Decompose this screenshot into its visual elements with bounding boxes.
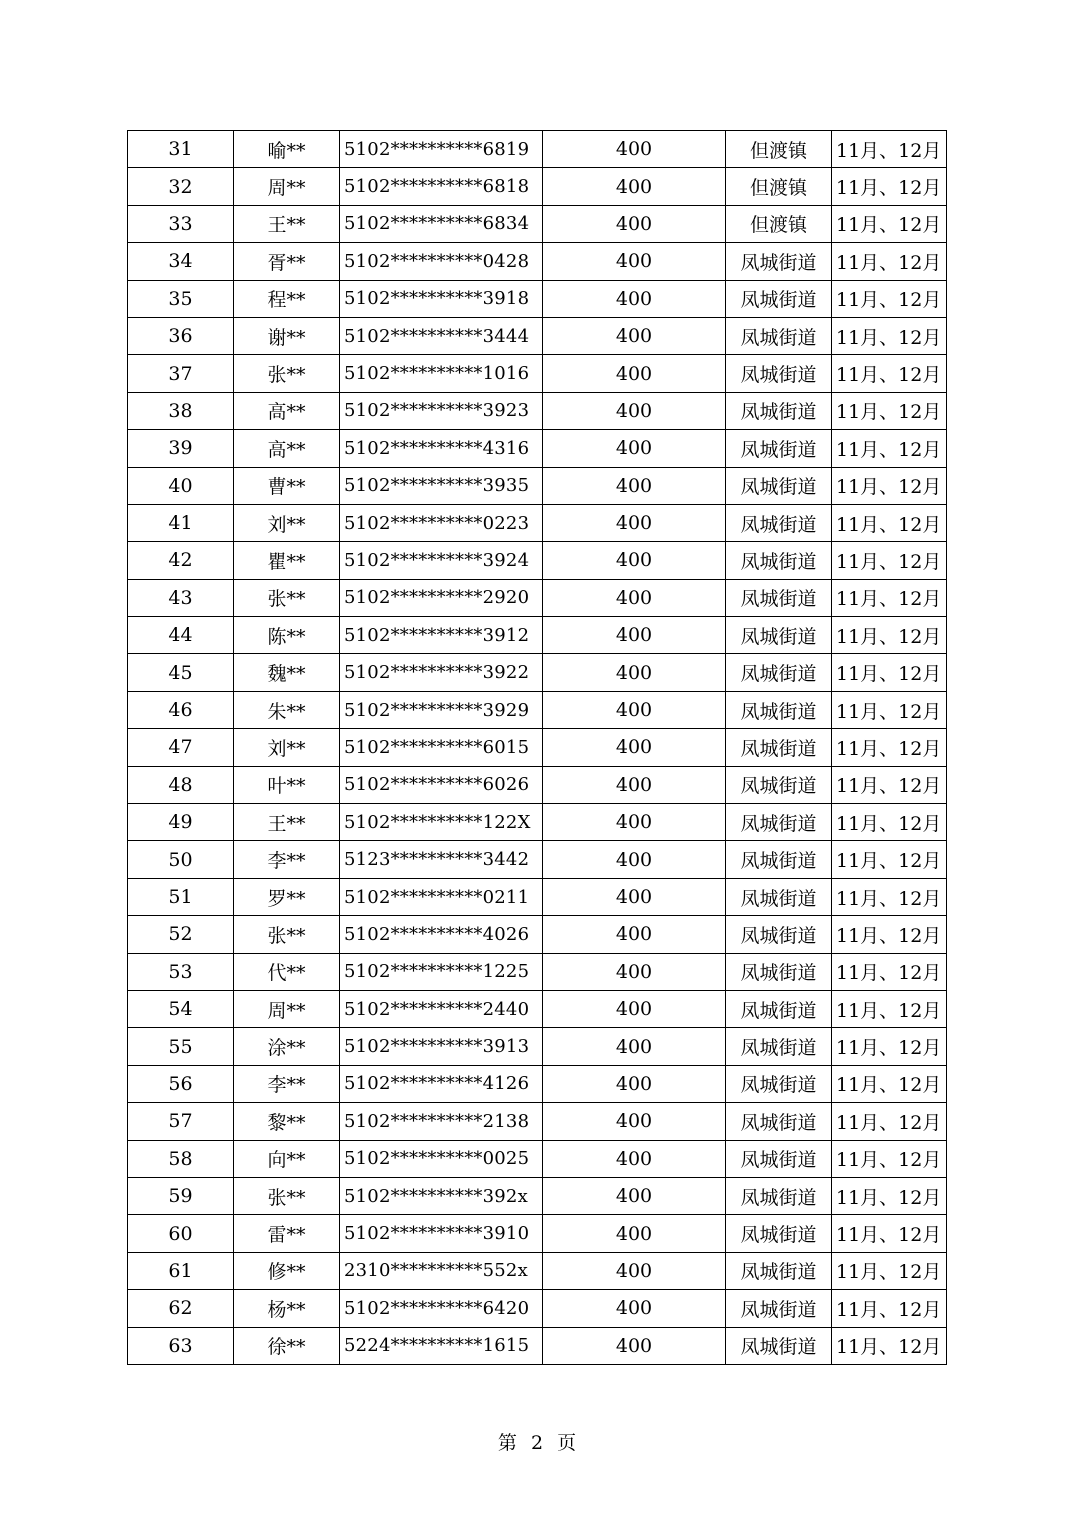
row-number-cell: 47: [128, 729, 234, 766]
id-number-cell: 5102**********1016: [340, 355, 543, 392]
id-number-cell: 5102**********6420: [340, 1290, 543, 1327]
id-number-cell: 5102**********0223: [340, 504, 543, 541]
name-cell: 向**: [234, 1140, 340, 1177]
id-number-cell: 5102**********6834: [340, 205, 543, 242]
row-number-cell: 62: [128, 1290, 234, 1327]
months-cell: 11月、12月: [832, 1290, 947, 1327]
row-number-cell: 59: [128, 1177, 234, 1214]
row-number-cell: 33: [128, 205, 234, 242]
id-number-cell: 5102**********3922: [340, 654, 543, 691]
row-number-cell: 34: [128, 243, 234, 280]
table-row: [128, 953, 947, 990]
amount-cell: 400: [543, 654, 726, 691]
months-cell: 11月、12月: [832, 1065, 947, 1102]
amount-cell: 400: [543, 355, 726, 392]
name-cell: 张**: [234, 916, 340, 953]
name-cell: 刘**: [234, 729, 340, 766]
amount-cell: 400: [543, 317, 726, 354]
row-number-cell: 32: [128, 168, 234, 205]
table-row: [128, 168, 947, 205]
town-cell: 凤城街道: [726, 1140, 832, 1177]
amount-cell: 400: [543, 691, 726, 728]
amount-cell: 400: [543, 579, 726, 616]
town-cell: 凤城街道: [726, 1290, 832, 1327]
table-row: [128, 691, 947, 728]
table-row: [128, 1177, 947, 1214]
months-cell: 11月、12月: [832, 916, 947, 953]
amount-cell: 400: [543, 392, 726, 429]
town-cell: 凤城街道: [726, 430, 832, 467]
row-number-cell: 41: [128, 504, 234, 541]
id-number-cell: 2310**********552x: [340, 1252, 543, 1289]
table-row: [128, 1065, 947, 1102]
id-number-cell: 5102**********3918: [340, 280, 543, 317]
id-number-cell: 5102**********122X: [340, 804, 543, 841]
row-number-cell: 60: [128, 1215, 234, 1252]
row-number-cell: 56: [128, 1065, 234, 1102]
table-row: [128, 280, 947, 317]
months-cell: 11月、12月: [832, 841, 947, 878]
amount-cell: 400: [543, 1252, 726, 1289]
town-cell: 凤城街道: [726, 804, 832, 841]
name-cell: 李**: [234, 1065, 340, 1102]
id-number-cell: 5102**********1225: [340, 953, 543, 990]
id-number-cell: 5102**********3912: [340, 617, 543, 654]
amount-cell: 400: [543, 504, 726, 541]
amount-cell: 400: [543, 1028, 726, 1065]
id-number-cell: 5102**********0211: [340, 878, 543, 915]
town-cell: 凤城街道: [726, 1252, 832, 1289]
months-cell: 11月、12月: [832, 766, 947, 803]
row-number-cell: 55: [128, 1028, 234, 1065]
months-cell: 11月、12月: [832, 467, 947, 504]
name-cell: 雷**: [234, 1215, 340, 1252]
name-cell: 胥**: [234, 243, 340, 280]
name-cell: 周**: [234, 990, 340, 1027]
id-number-cell: 5102**********0428: [340, 243, 543, 280]
name-cell: 涂**: [234, 1028, 340, 1065]
id-number-cell: 5102**********2138: [340, 1103, 543, 1140]
row-number-cell: 58: [128, 1140, 234, 1177]
table-row: [128, 392, 947, 429]
id-number-cell: 5102**********3935: [340, 467, 543, 504]
amount-cell: 400: [543, 729, 726, 766]
amount-cell: 400: [543, 131, 726, 168]
page-prefix: 第: [497, 1432, 517, 1454]
months-cell: 11月、12月: [832, 1215, 947, 1252]
table-row: [128, 1103, 947, 1140]
name-cell: 杨**: [234, 1290, 340, 1327]
months-cell: 11月、12月: [832, 131, 947, 168]
name-cell: 徐**: [234, 1327, 340, 1364]
row-number-cell: 52: [128, 916, 234, 953]
id-number-cell: 5102**********4026: [340, 916, 543, 953]
amount-cell: 400: [543, 804, 726, 841]
months-cell: 11月、12月: [832, 878, 947, 915]
amount-cell: 400: [543, 1290, 726, 1327]
name-cell: 魏**: [234, 654, 340, 691]
months-cell: 11月、12月: [832, 392, 947, 429]
subsidy-table: [127, 130, 947, 1365]
row-number-cell: 53: [128, 953, 234, 990]
name-cell: 程**: [234, 280, 340, 317]
id-number-cell: 5102**********4316: [340, 430, 543, 467]
name-cell: 王**: [234, 205, 340, 242]
table-row: [128, 654, 947, 691]
id-number-cell: 5102**********3929: [340, 691, 543, 728]
months-cell: 11月、12月: [832, 1140, 947, 1177]
town-cell: 凤城街道: [726, 1028, 832, 1065]
row-number-cell: 37: [128, 355, 234, 392]
town-cell: 凤城街道: [726, 990, 832, 1027]
amount-cell: 400: [543, 878, 726, 915]
table-row: [128, 131, 947, 168]
months-cell: 11月、12月: [832, 430, 947, 467]
id-number-cell: 5102**********4126: [340, 1065, 543, 1102]
id-number-cell: 5102**********2440: [340, 990, 543, 1027]
town-cell: 凤城街道: [726, 953, 832, 990]
months-cell: 11月、12月: [832, 243, 947, 280]
row-number-cell: 49: [128, 804, 234, 841]
row-number-cell: 45: [128, 654, 234, 691]
table-row: [128, 804, 947, 841]
table-body: [128, 131, 947, 1365]
id-number-cell: 5102**********6819: [340, 131, 543, 168]
name-cell: 张**: [234, 355, 340, 392]
table-row: [128, 542, 947, 579]
table-row: [128, 1252, 947, 1289]
table-row: [128, 729, 947, 766]
town-cell: 凤城街道: [726, 766, 832, 803]
town-cell: 凤城街道: [726, 878, 832, 915]
town-cell: 凤城街道: [726, 504, 832, 541]
town-cell: 凤城街道: [726, 243, 832, 280]
town-cell: 但渡镇: [726, 131, 832, 168]
id-number-cell: 5102**********3924: [340, 542, 543, 579]
table-row: [128, 1140, 947, 1177]
amount-cell: 400: [543, 280, 726, 317]
town-cell: 凤城街道: [726, 617, 832, 654]
town-cell: 凤城街道: [726, 317, 832, 354]
town-cell: 凤城街道: [726, 1215, 832, 1252]
months-cell: 11月、12月: [832, 729, 947, 766]
months-cell: 11月、12月: [832, 953, 947, 990]
row-number-cell: 57: [128, 1103, 234, 1140]
row-number-cell: 36: [128, 317, 234, 354]
months-cell: 11月、12月: [832, 205, 947, 242]
table-row: [128, 916, 947, 953]
months-cell: 11月、12月: [832, 1327, 947, 1364]
row-number-cell: 44: [128, 617, 234, 654]
amount-cell: 400: [543, 841, 726, 878]
id-number-cell: 5123**********3442: [340, 841, 543, 878]
months-cell: 11月、12月: [832, 542, 947, 579]
name-cell: 曹**: [234, 467, 340, 504]
months-cell: 11月、12月: [832, 504, 947, 541]
months-cell: 11月、12月: [832, 579, 947, 616]
table-row: [128, 990, 947, 1027]
amount-cell: 400: [543, 430, 726, 467]
name-cell: 代**: [234, 953, 340, 990]
amount-cell: 400: [543, 617, 726, 654]
id-number-cell: 5102**********6818: [340, 168, 543, 205]
id-number-cell: 5102**********392x: [340, 1177, 543, 1214]
row-number-cell: 31: [128, 131, 234, 168]
name-cell: 修**: [234, 1252, 340, 1289]
name-cell: 张**: [234, 1177, 340, 1214]
months-cell: 11月、12月: [832, 804, 947, 841]
amount-cell: 400: [543, 467, 726, 504]
months-cell: 11月、12月: [832, 617, 947, 654]
table-row: [128, 317, 947, 354]
town-cell: 凤城街道: [726, 916, 832, 953]
name-cell: 陈**: [234, 617, 340, 654]
months-cell: 11月、12月: [832, 1177, 947, 1214]
town-cell: 凤城街道: [726, 1177, 832, 1214]
table-row: [128, 467, 947, 504]
row-number-cell: 63: [128, 1327, 234, 1364]
amount-cell: 400: [543, 766, 726, 803]
name-cell: 刘**: [234, 504, 340, 541]
table-row: [128, 579, 947, 616]
row-number-cell: 48: [128, 766, 234, 803]
table-row: [128, 430, 947, 467]
name-cell: 喻**: [234, 131, 340, 168]
table-row: [128, 355, 947, 392]
amount-cell: 400: [543, 1327, 726, 1364]
months-cell: 11月、12月: [832, 1252, 947, 1289]
page-footer: [0, 1428, 1074, 1455]
row-number-cell: 43: [128, 579, 234, 616]
row-number-cell: 61: [128, 1252, 234, 1289]
table-row: [128, 205, 947, 242]
table-row: [128, 243, 947, 280]
months-cell: 11月、12月: [832, 990, 947, 1027]
row-number-cell: 38: [128, 392, 234, 429]
name-cell: 黎**: [234, 1103, 340, 1140]
subsidy-table-container: [127, 130, 947, 1365]
row-number-cell: 35: [128, 280, 234, 317]
town-cell: 凤城街道: [726, 654, 832, 691]
amount-cell: 400: [543, 205, 726, 242]
id-number-cell: 5102**********6015: [340, 729, 543, 766]
name-cell: 李**: [234, 841, 340, 878]
row-number-cell: 50: [128, 841, 234, 878]
town-cell: 凤城街道: [726, 542, 832, 579]
amount-cell: 400: [543, 1215, 726, 1252]
row-number-cell: 46: [128, 691, 234, 728]
id-number-cell: 5102**********6026: [340, 766, 543, 803]
row-number-cell: 40: [128, 467, 234, 504]
page-number: 2: [530, 1432, 544, 1454]
town-cell: 但渡镇: [726, 205, 832, 242]
town-cell: 凤城街道: [726, 1103, 832, 1140]
months-cell: 11月、12月: [832, 355, 947, 392]
id-number-cell: 5102**********3923: [340, 392, 543, 429]
table-row: [128, 1290, 947, 1327]
town-cell: 凤城街道: [726, 392, 832, 429]
months-cell: 11月、12月: [832, 1028, 947, 1065]
amount-cell: 400: [543, 916, 726, 953]
id-number-cell: 5102**********3444: [340, 317, 543, 354]
months-cell: 11月、12月: [832, 691, 947, 728]
town-cell: 凤城街道: [726, 729, 832, 766]
town-cell: 凤城街道: [726, 1327, 832, 1364]
table-row: [128, 504, 947, 541]
amount-cell: 400: [543, 1065, 726, 1102]
town-cell: 凤城街道: [726, 355, 832, 392]
table-row: [128, 1327, 947, 1364]
name-cell: 瞿**: [234, 542, 340, 579]
town-cell: 凤城街道: [726, 579, 832, 616]
months-cell: 11月、12月: [832, 654, 947, 691]
table-row: [128, 617, 947, 654]
table-row: [128, 1215, 947, 1252]
id-number-cell: 5102**********3913: [340, 1028, 543, 1065]
name-cell: 高**: [234, 392, 340, 429]
row-number-cell: 51: [128, 878, 234, 915]
months-cell: 11月、12月: [832, 317, 947, 354]
table-row: [128, 841, 947, 878]
amount-cell: 400: [543, 243, 726, 280]
town-cell: 凤城街道: [726, 1065, 832, 1102]
name-cell: 张**: [234, 579, 340, 616]
amount-cell: 400: [543, 542, 726, 579]
town-cell: 凤城街道: [726, 841, 832, 878]
name-cell: 叶**: [234, 766, 340, 803]
table-row: [128, 766, 947, 803]
row-number-cell: 42: [128, 542, 234, 579]
amount-cell: 400: [543, 953, 726, 990]
amount-cell: 400: [543, 1103, 726, 1140]
town-cell: 凤城街道: [726, 691, 832, 728]
amount-cell: 400: [543, 1140, 726, 1177]
months-cell: 11月、12月: [832, 280, 947, 317]
table-row: [128, 1028, 947, 1065]
months-cell: 11月、12月: [832, 1103, 947, 1140]
id-number-cell: 5224**********1615: [340, 1327, 543, 1364]
id-number-cell: 5102**********3910: [340, 1215, 543, 1252]
name-cell: 高**: [234, 430, 340, 467]
amount-cell: 400: [543, 168, 726, 205]
amount-cell: 400: [543, 1177, 726, 1214]
table-row: [128, 878, 947, 915]
name-cell: 罗**: [234, 878, 340, 915]
row-number-cell: 39: [128, 430, 234, 467]
town-cell: 凤城街道: [726, 467, 832, 504]
row-number-cell: 54: [128, 990, 234, 1027]
town-cell: 凤城街道: [726, 280, 832, 317]
name-cell: 王**: [234, 804, 340, 841]
page-suffix: 页: [557, 1432, 577, 1454]
name-cell: 谢**: [234, 317, 340, 354]
name-cell: 周**: [234, 168, 340, 205]
id-number-cell: 5102**********0025: [340, 1140, 543, 1177]
months-cell: 11月、12月: [832, 168, 947, 205]
id-number-cell: 5102**********2920: [340, 579, 543, 616]
town-cell: 但渡镇: [726, 168, 832, 205]
name-cell: 朱**: [234, 691, 340, 728]
amount-cell: 400: [543, 990, 726, 1027]
